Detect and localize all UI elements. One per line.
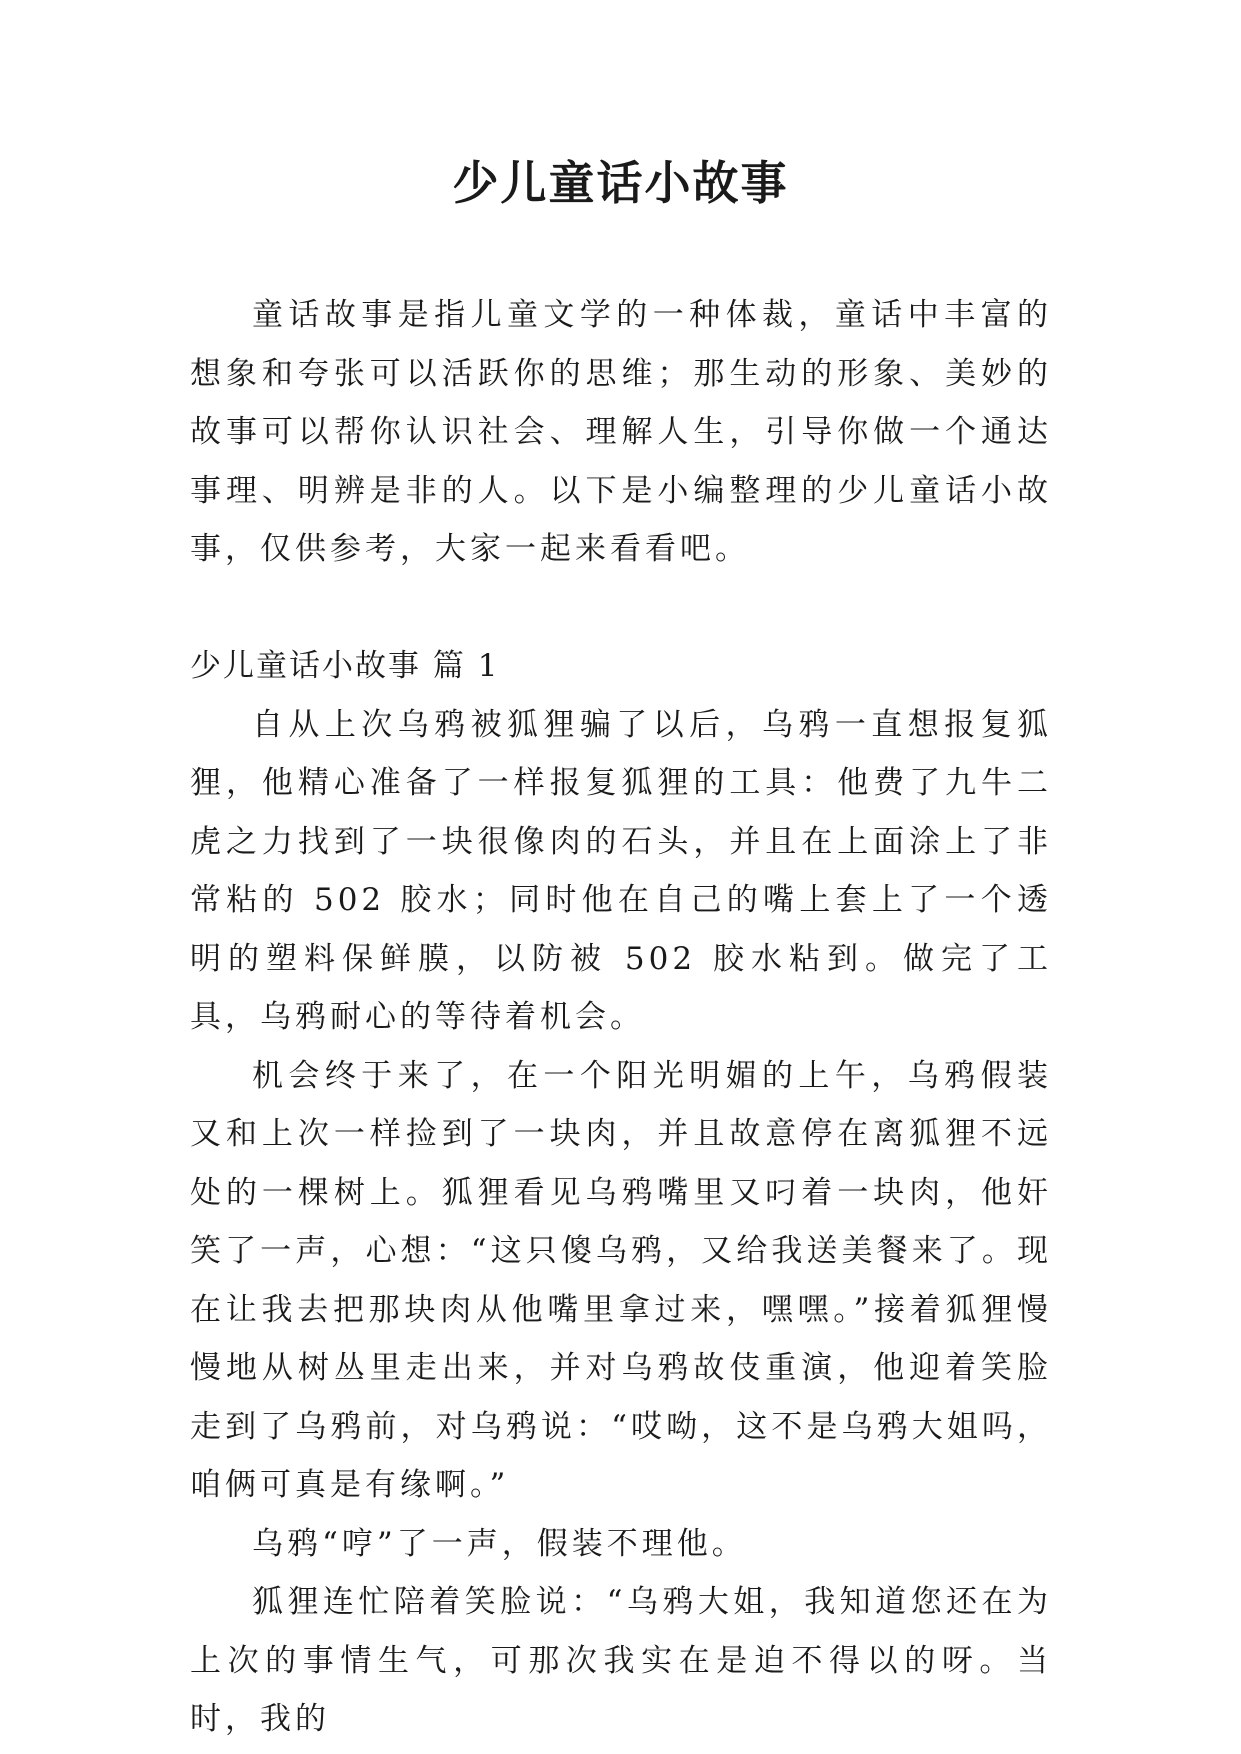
section-heading: 少儿童话小故事 篇 1 (190, 648, 500, 684)
document-body (190, 286, 1052, 1749)
story-paragraph-2: 机会终于来了，在一个阳光明媚的上午，乌鸦假装又和上次一样捡到了一块肉，并且故意停在离狐狸不远处的一棵树上。狐狸看见乌鸦嘴里又叼着一块肉，他奸笑了一声，心想：“这只傻乌鸦，又给我送美餐来了。现在让我去把那块肉从他嘴里拿过来，嘿嘿。”接着狐狸慢慢地从树丛里走出来，并对乌鸦故伎重演，他迎着笑脸走到了乌鸦前，对乌鸦说：“哎呦，这不是乌鸦大姐吗，咱俩可真是有缘啊。” (190, 1057, 1052, 1503)
story-paragraph-4: 狐狸连忙陪着笑脸说：“乌鸦大姐，我知道您还在为上次的事情生气，可那次我实在是迫不得以的呀。当时，我的 (190, 1584, 1052, 1737)
story-paragraph-1: 自从上次乌鸦被狐狸骗了以后，乌鸦一直想报复狐狸，他精心准备了一样报复狐狸的工具：他费了九牛二虎之力找到了一块很像肉的石头，并且在上面涂上了非常粘的 502 胶水；同时他在自己的嘴上套上了一个透明的塑料保鲜膜，以防被 502 胶水粘到。做完了工具，乌鸦耐心的等待着机会。 (190, 706, 1052, 1035)
paragraph-spacer (190, 579, 1052, 638)
intro-paragraph: 童话故事是指儿童文学的一种体裁，童话中丰富的想象和夸张可以活跃你的思维；那生动的形象、美妙的故事可以帮你认识社会、理解人生，引导你做一个通达事理、明辨是非的人。以下是小编整理的少儿童话小故事，仅供参考，大家一起来看看吧。 (190, 297, 1052, 567)
story-paragraph-3: 乌鸦“哼”了一声，假装不理他。 (252, 1525, 747, 1562)
document-title: 少儿童话小故事 (452, 156, 789, 210)
